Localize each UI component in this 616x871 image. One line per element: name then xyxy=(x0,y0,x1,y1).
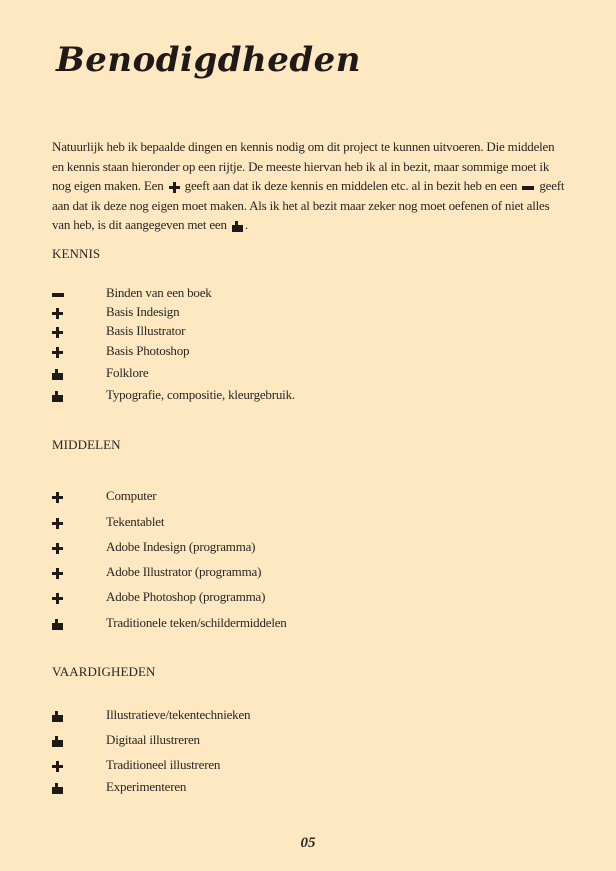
list-item xyxy=(52,538,572,556)
plus-icon xyxy=(52,492,63,503)
minus-icon xyxy=(52,289,64,300)
list-item xyxy=(52,487,572,505)
list-item-label: Basis Indesign xyxy=(106,304,180,319)
list-item-label: Digitaal illustreren xyxy=(106,732,200,747)
list-item-label: Experimenteren xyxy=(106,779,187,794)
list-item-label: Computer xyxy=(106,488,157,503)
list-item xyxy=(52,386,572,404)
plus-icon xyxy=(52,327,63,338)
list-item-label: Basis Photoshop xyxy=(106,343,190,358)
list-item-label: Basis Illustrator xyxy=(106,323,186,338)
list-item-label: Traditionele teken/schildermiddelen xyxy=(106,615,287,630)
plus-icon xyxy=(52,568,63,579)
minus-icon xyxy=(522,182,534,193)
list-item xyxy=(52,706,572,724)
intro-text-4: . xyxy=(244,217,248,232)
partial-icon xyxy=(232,221,243,232)
partial-icon xyxy=(52,711,63,722)
list-item xyxy=(52,284,572,302)
partial-icon xyxy=(52,783,63,794)
section-heading-vaardigheden: VAARDIGHEDEN xyxy=(52,664,156,679)
list-item-label: Adobe Indesign (programma) xyxy=(106,539,256,554)
list-item xyxy=(52,778,572,796)
list-item xyxy=(52,756,572,774)
list-item xyxy=(52,364,572,382)
list-item xyxy=(52,731,572,749)
section-heading-kennis: KENNIS xyxy=(52,246,101,261)
list-item-label: Folklore xyxy=(106,365,149,380)
partial-icon xyxy=(52,391,63,402)
plus-icon xyxy=(52,761,63,772)
list-item xyxy=(52,342,572,360)
section-heading-middelen: MIDDELEN xyxy=(52,437,121,452)
plus-icon xyxy=(52,518,63,529)
intro-paragraph xyxy=(52,137,568,235)
plus-icon xyxy=(52,347,63,358)
list-item xyxy=(52,588,572,606)
list-item-label: Typografie, compositie, kleurgebruik. xyxy=(106,387,295,402)
list-item-label: Adobe Illustrator (programma) xyxy=(106,564,262,579)
intro-text-3: geeft aan dat ik deze nog eigen moet maken. Als ik het al bezit maar zeker nog moet oefenen of niet alles van heb, is dit aangegeven met een xyxy=(52,178,565,232)
list-item xyxy=(52,322,572,340)
plus-icon xyxy=(52,543,63,554)
list-item-label: Binden van een boek xyxy=(106,285,212,300)
partial-icon xyxy=(52,619,63,630)
list-item-label: Adobe Photoshop (programma) xyxy=(106,589,266,604)
list-item xyxy=(52,563,572,581)
plus-icon xyxy=(169,182,180,193)
list-item-label: Illustratieve/tekentechnieken xyxy=(106,707,251,722)
list-item xyxy=(52,303,572,321)
plus-icon xyxy=(52,308,63,319)
page-title: Benodigdheden xyxy=(56,40,361,80)
partial-icon xyxy=(52,736,63,747)
page-number: 05 xyxy=(300,835,316,851)
list-item-label: Tekentablet xyxy=(106,514,165,529)
plus-icon xyxy=(52,593,63,604)
list-item xyxy=(52,614,572,632)
intro-text-2: geeft aan dat ik deze kennis en middelen etc. al in bezit heb en een xyxy=(184,178,518,193)
intro-text-1: Natuurlijk heb ik bepaalde dingen en kennis nodig om dit project te kunnen uitvoeren. Die middelen en kennis staan hieronder op een rijtje. De meeste hiervan heb ik al in bezit, maar sommige moet ik nog eigen maken. Een xyxy=(52,139,555,193)
partial-icon xyxy=(52,369,63,380)
list-item xyxy=(52,513,572,531)
list-item-label: Traditioneel illustreren xyxy=(106,757,221,772)
